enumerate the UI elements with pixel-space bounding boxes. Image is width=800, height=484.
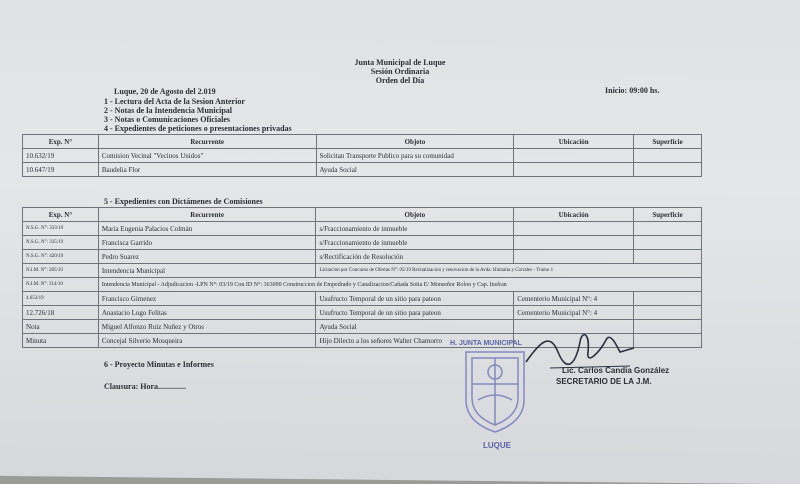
cell-recurrente: Pedro Suarez bbox=[98, 250, 316, 264]
cell-superficie bbox=[634, 334, 702, 348]
cell-span-text: Intendencia Municipal - Adjudicacion -LPN N°: 03/19 Con ID N°: 363090 Construccion de Empedrado y Canalizacion/Cañada Sotia E/ Monseñor Rolon y Cap. Insfran bbox=[98, 278, 701, 292]
stamp-title: H. JUNTA MUNICIPAL bbox=[450, 340, 522, 347]
table-row bbox=[23, 149, 702, 163]
table-row bbox=[23, 222, 702, 236]
cell-exp: 12.726/18 bbox=[23, 306, 99, 320]
petitions-table bbox=[22, 134, 702, 177]
cell-objeto: Usufructo Temporal de un sitio para pateon bbox=[316, 292, 514, 306]
cell-objeto: s/Fraccionamiento de inmueble bbox=[316, 222, 514, 236]
col-exp: Exp. N° bbox=[23, 135, 99, 149]
cell-ubicacion: Cementerio Municipal N°: 4 bbox=[514, 306, 634, 320]
cell-superficie bbox=[634, 222, 702, 236]
stamp-city: LUQUE bbox=[483, 441, 511, 450]
cell-exp: N.I.M. N°: 285/19 bbox=[23, 264, 99, 278]
agenda-item-4: 4 - Expedientes de peticiones o presentaciones privadas bbox=[104, 124, 292, 133]
section-6-heading: 6 - Proyecto Minutas e Informes bbox=[104, 360, 214, 369]
cell-superficie bbox=[634, 292, 702, 306]
cell-exp: 4.653/19 bbox=[23, 292, 99, 306]
cell-objeto: s/Fraccionamiento de inmueble bbox=[316, 236, 514, 250]
cell-ubicacion bbox=[514, 222, 634, 236]
table-row bbox=[23, 236, 702, 250]
cell-superficie bbox=[634, 306, 702, 320]
cell-exp: 10.647/19 bbox=[23, 163, 99, 177]
cell-recurrente: Anastacio Lugo Felitas bbox=[98, 306, 316, 320]
cell-exp: N.I.M. N°: 314/19 bbox=[23, 278, 99, 292]
col-objeto: Objeto bbox=[316, 135, 514, 149]
cell-exp: N.S.G. N°: 420/19 bbox=[23, 250, 99, 264]
cell-recurrente: Comision Vecinal "Vecinos Unidos" bbox=[98, 149, 316, 163]
cell-exp: N.S.G. N°: 335/19 bbox=[23, 236, 99, 250]
cell-ubicacion bbox=[514, 236, 634, 250]
cell-objeto: Ayuda Social bbox=[316, 163, 514, 177]
start-time: Inicio: 09:00 hs. bbox=[605, 86, 660, 95]
table-header-row bbox=[23, 208, 702, 222]
cell-objeto: Hijo Dilecto a los señores Walter Chamorro bbox=[316, 334, 514, 348]
cell-recurrente: Francisco Gimenez bbox=[98, 292, 316, 306]
cell-recurrente: Francisca Garrido bbox=[98, 236, 316, 250]
cell-objeto: s/Rectificación de Resolución bbox=[316, 250, 514, 264]
col-exp: Exp. N° bbox=[23, 208, 99, 222]
cell-ubicacion bbox=[514, 163, 634, 177]
col-superficie: Superficie bbox=[634, 135, 702, 149]
session-type: Sesión Ordinaria bbox=[370, 67, 430, 76]
signatory-role: SECRETARIO DE LA J.M. bbox=[556, 377, 652, 386]
cell-ubicacion bbox=[514, 250, 634, 264]
table-row bbox=[23, 306, 702, 320]
cell-recurrente: Intendencia Municipal bbox=[98, 264, 316, 278]
col-superficie: Superficie bbox=[634, 208, 702, 222]
col-ubicacion: Ubicación bbox=[514, 135, 634, 149]
closing-time: Clausura: Hora.............. bbox=[104, 382, 186, 391]
agenda-item-1: 1 - Lectura del Acta de la Sesion Anterior bbox=[104, 97, 245, 106]
table-row bbox=[23, 292, 702, 306]
table-header-row bbox=[23, 135, 702, 149]
cell-recurrente: Concejal Silverio Mosqueira bbox=[98, 334, 316, 348]
cell-ubicacion: Cementerio Municipal N°: 4 bbox=[514, 292, 634, 306]
date-line: Luque, 20 de Agosto del 2.019 bbox=[114, 87, 216, 96]
document-title: Junta Municipal de Luque bbox=[354, 58, 446, 67]
table-row bbox=[23, 163, 702, 177]
agenda-item-3: 3 - Notas o Comunicaciones Oficiales bbox=[104, 115, 230, 124]
cell-exp: Minuta bbox=[23, 334, 99, 348]
cell-superficie bbox=[634, 236, 702, 250]
cell-recurrente: Baudelia Flor bbox=[98, 163, 316, 177]
cell-exp: N.S.G. N°: 333/19 bbox=[23, 222, 99, 236]
col-ubicacion: Ubicación bbox=[514, 208, 634, 222]
order-of-day: Orden del Día bbox=[375, 76, 425, 85]
cell-objeto: Ayuda Social bbox=[316, 320, 514, 334]
cell-objeto: Usufructo Temporal de un sitio para pateon bbox=[316, 306, 514, 320]
col-recurrente: Recurrente bbox=[98, 135, 316, 149]
cell-ubicacion bbox=[514, 149, 634, 163]
cell-exp: Nota bbox=[23, 320, 99, 334]
table-row-span bbox=[23, 278, 702, 292]
cell-exp: 10.632/19 bbox=[23, 149, 99, 163]
cell-superficie bbox=[634, 320, 702, 334]
cell-superficie bbox=[634, 163, 702, 177]
section-5-heading: 5 - Expedientes con Dictámenes de Comisiones bbox=[104, 197, 263, 206]
cell-recurrente: Maria Eugenia Palacios Colmán bbox=[98, 222, 316, 236]
table-row bbox=[23, 250, 702, 264]
cell-objeto: Licitacion por Concurso de Ofertas N°: 05/19 Revitalizacion y renovacion de la Avda. Humaita y Corrales - Tramo 1 bbox=[316, 264, 702, 278]
col-recurrente: Recurrente bbox=[98, 208, 316, 222]
agenda-item-2: 2 - Notas de la Intendencia Municipal bbox=[104, 106, 233, 115]
cell-recurrente: Miguel Alfonzo Ruiz Nuñez y Otros bbox=[98, 320, 316, 334]
col-objeto: Objeto bbox=[316, 208, 514, 222]
cell-objeto: Solicitan Transporte Publico para su comunidad bbox=[316, 149, 514, 163]
table-row bbox=[23, 264, 702, 278]
handwritten-signature bbox=[520, 322, 640, 372]
signatory-name: Lic. Carlos Candia González bbox=[562, 366, 670, 375]
cell-superficie bbox=[634, 149, 702, 163]
cell-superficie bbox=[634, 250, 702, 264]
